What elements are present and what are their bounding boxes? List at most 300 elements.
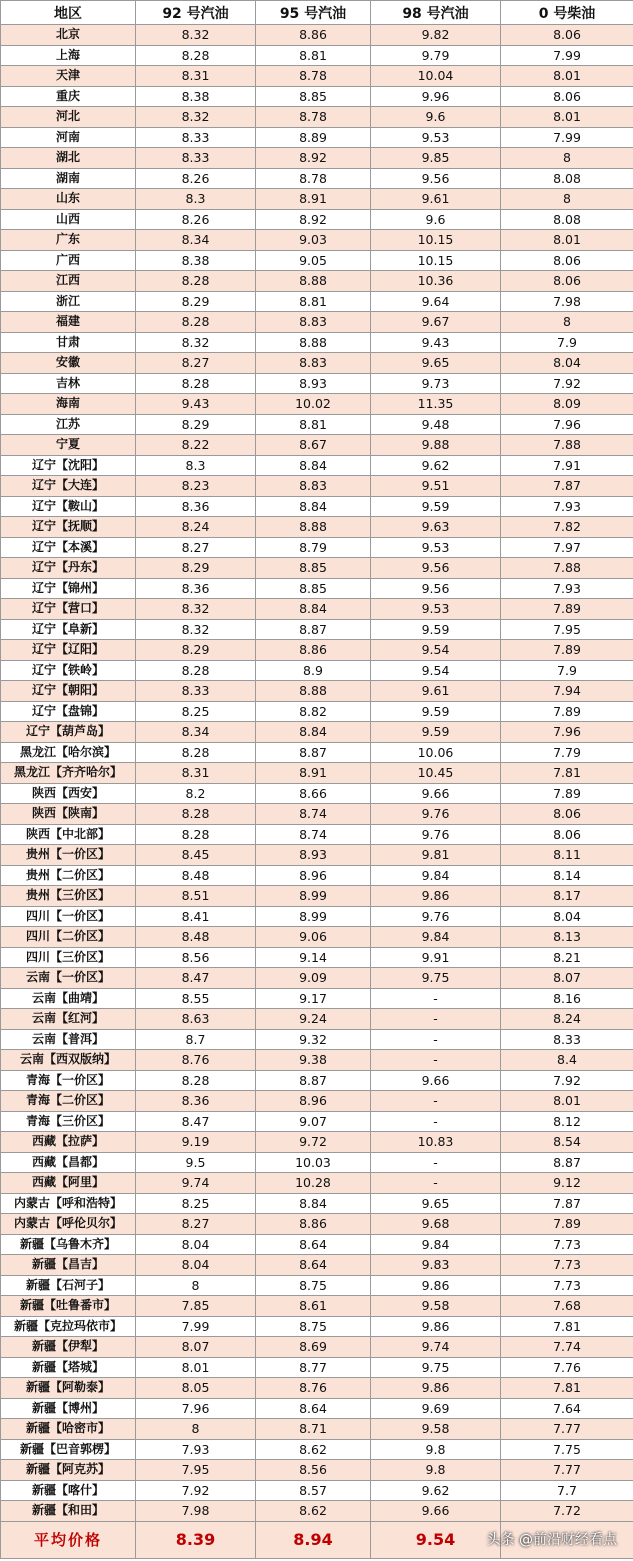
cell-98: 9.62 xyxy=(371,1480,501,1501)
cell-92: 8.32 xyxy=(136,25,256,46)
cell-92: 8.38 xyxy=(136,250,256,271)
cell-98: 9.79 xyxy=(371,45,501,66)
cell-98: 9.6 xyxy=(371,107,501,128)
cell-95: 9.24 xyxy=(256,1009,371,1030)
cell-92: 8.26 xyxy=(136,168,256,189)
cell-92: 8.2 xyxy=(136,783,256,804)
cell-region: 辽宁【沈阳】 xyxy=(1,455,136,476)
cell-92: 8.48 xyxy=(136,927,256,948)
cell-95: 8.77 xyxy=(256,1357,371,1378)
table-row xyxy=(1,660,633,681)
cell-0-diesel: 8.01 xyxy=(501,1091,633,1112)
cell-98: 9.84 xyxy=(371,865,501,886)
cell-95: 8.86 xyxy=(256,25,371,46)
cell-92: 8.29 xyxy=(136,558,256,579)
cell-region: 黑龙江【哈尔滨】 xyxy=(1,742,136,763)
cell-92: 8.31 xyxy=(136,763,256,784)
cell-0-diesel: 7.88 xyxy=(501,435,633,456)
table-row xyxy=(1,1316,633,1337)
cell-98: 9.85 xyxy=(371,148,501,169)
cell-92: 8.34 xyxy=(136,230,256,251)
cell-95: 8.85 xyxy=(256,558,371,579)
cell-95: 8.83 xyxy=(256,353,371,374)
cell-95: 8.78 xyxy=(256,168,371,189)
cell-98: 9.73 xyxy=(371,373,501,394)
cell-95: 8.82 xyxy=(256,701,371,722)
cell-92: 8.56 xyxy=(136,947,256,968)
cell-region: 云南【西双版纳】 xyxy=(1,1050,136,1071)
cell-region: 福建 xyxy=(1,312,136,333)
cell-95: 8.85 xyxy=(256,86,371,107)
table-row xyxy=(1,1111,633,1132)
table-row xyxy=(1,865,633,886)
cell-92: 8.33 xyxy=(136,681,256,702)
average-label: 平均价格 xyxy=(1,1521,136,1558)
cell-95: 9.09 xyxy=(256,968,371,989)
cell-98: 9.75 xyxy=(371,1357,501,1378)
cell-0-diesel: 8.06 xyxy=(501,250,633,271)
cell-95: 8.93 xyxy=(256,373,371,394)
cell-95: 10.02 xyxy=(256,394,371,415)
cell-98: 9.86 xyxy=(371,886,501,907)
cell-region: 新疆【博州】 xyxy=(1,1398,136,1419)
cell-98: 9.86 xyxy=(371,1316,501,1337)
header-98-gasoline: 98 号汽油 xyxy=(371,1,501,25)
cell-92: 8.32 xyxy=(136,619,256,640)
cell-region: 新疆【伊犁】 xyxy=(1,1337,136,1358)
cell-region: 陕西【陕南】 xyxy=(1,804,136,825)
cell-0-diesel: 8.16 xyxy=(501,988,633,1009)
cell-0-diesel: 8.33 xyxy=(501,1029,633,1050)
cell-region: 四川【二价区】 xyxy=(1,927,136,948)
cell-region: 内蒙古【呼和浩特】 xyxy=(1,1193,136,1214)
cell-95: 9.14 xyxy=(256,947,371,968)
cell-0-diesel: 8.13 xyxy=(501,927,633,948)
cell-92: 8.04 xyxy=(136,1255,256,1276)
cell-95: 8.84 xyxy=(256,496,371,517)
cell-92: 8.45 xyxy=(136,845,256,866)
cell-95: 8.88 xyxy=(256,332,371,353)
table-row xyxy=(1,619,633,640)
header-0-diesel: 0 号柴油 xyxy=(501,1,633,25)
cell-98: 9.65 xyxy=(371,353,501,374)
cell-region: 湖北 xyxy=(1,148,136,169)
cell-0-diesel: 7.72 xyxy=(501,1501,633,1522)
cell-98: 9.86 xyxy=(371,1378,501,1399)
cell-98: 9.6 xyxy=(371,209,501,230)
cell-92: 8.76 xyxy=(136,1050,256,1071)
cell-region: 河北 xyxy=(1,107,136,128)
cell-98: 9.56 xyxy=(371,558,501,579)
cell-92: 8.55 xyxy=(136,988,256,1009)
cell-98: 9.53 xyxy=(371,599,501,620)
cell-98: - xyxy=(371,1050,501,1071)
cell-0-diesel: 8.06 xyxy=(501,824,633,845)
cell-95: 8.81 xyxy=(256,45,371,66)
cell-95: 10.03 xyxy=(256,1152,371,1173)
cell-region: 辽宁【本溪】 xyxy=(1,537,136,558)
cell-0-diesel: 8 xyxy=(501,148,633,169)
cell-95: 8.84 xyxy=(256,722,371,743)
cell-98: 11.35 xyxy=(371,394,501,415)
cell-region: 广西 xyxy=(1,250,136,271)
cell-region: 陕西【中北部】 xyxy=(1,824,136,845)
cell-92: 8.28 xyxy=(136,373,256,394)
cell-98: 9.76 xyxy=(371,804,501,825)
cell-region: 新疆【石河子】 xyxy=(1,1275,136,1296)
table-row xyxy=(1,742,633,763)
cell-92: 7.92 xyxy=(136,1480,256,1501)
cell-region: 安徽 xyxy=(1,353,136,374)
table-row xyxy=(1,1152,633,1173)
table-row xyxy=(1,373,633,394)
cell-98: 9.75 xyxy=(371,968,501,989)
cell-95: 8.64 xyxy=(256,1255,371,1276)
cell-region: 宁夏 xyxy=(1,435,136,456)
cell-92: 9.43 xyxy=(136,394,256,415)
cell-0-diesel: 7.99 xyxy=(501,45,633,66)
cell-95: 8.75 xyxy=(256,1316,371,1337)
cell-0-diesel: 8.54 xyxy=(501,1132,633,1153)
cell-98: 9.83 xyxy=(371,1255,501,1276)
cell-0-diesel: 7.89 xyxy=(501,599,633,620)
cell-98: 9.56 xyxy=(371,578,501,599)
cell-98: 9.59 xyxy=(371,722,501,743)
table-row xyxy=(1,1501,633,1522)
cell-0-diesel: 8.04 xyxy=(501,906,633,927)
cell-98: 10.04 xyxy=(371,66,501,87)
table-row xyxy=(1,947,633,968)
cell-98: 9.65 xyxy=(371,1193,501,1214)
cell-95: 8.9 xyxy=(256,660,371,681)
cell-region: 湖南 xyxy=(1,168,136,189)
cell-98: 9.62 xyxy=(371,455,501,476)
cell-92: 8.29 xyxy=(136,291,256,312)
cell-98: 9.58 xyxy=(371,1296,501,1317)
table-row xyxy=(1,189,633,210)
cell-region: 青海【二价区】 xyxy=(1,1091,136,1112)
cell-92: 8.25 xyxy=(136,701,256,722)
cell-region: 天津 xyxy=(1,66,136,87)
table-row xyxy=(1,168,633,189)
cell-0-diesel: 8.14 xyxy=(501,865,633,886)
cell-0-diesel: 8.06 xyxy=(501,86,633,107)
cell-95: 8.88 xyxy=(256,681,371,702)
header-region: 地区 xyxy=(1,1,136,25)
cell-98: 10.45 xyxy=(371,763,501,784)
table-row xyxy=(1,804,633,825)
cell-92: 9.74 xyxy=(136,1173,256,1194)
cell-region: 北京 xyxy=(1,25,136,46)
cell-region: 江苏 xyxy=(1,414,136,435)
cell-98: - xyxy=(371,988,501,1009)
table-row xyxy=(1,271,633,292)
cell-92: 8.01 xyxy=(136,1357,256,1378)
cell-95: 8.74 xyxy=(256,824,371,845)
cell-0-diesel: 7.76 xyxy=(501,1357,633,1378)
table-row xyxy=(1,537,633,558)
table-row xyxy=(1,1337,633,1358)
cell-92: 8.28 xyxy=(136,45,256,66)
cell-95: 8.76 xyxy=(256,1378,371,1399)
cell-98: 9.61 xyxy=(371,681,501,702)
cell-0-diesel: 8.11 xyxy=(501,845,633,866)
table-row xyxy=(1,414,633,435)
cell-98: 9.82 xyxy=(371,25,501,46)
cell-0-diesel: 7.82 xyxy=(501,517,633,538)
cell-98: 9.63 xyxy=(371,517,501,538)
cell-98: 9.59 xyxy=(371,701,501,722)
cell-0-diesel: 8.07 xyxy=(501,968,633,989)
cell-92: 8.22 xyxy=(136,435,256,456)
cell-0-diesel: 8.12 xyxy=(501,1111,633,1132)
cell-92: 8.34 xyxy=(136,722,256,743)
cell-95: 8.91 xyxy=(256,763,371,784)
cell-98: 9.91 xyxy=(371,947,501,968)
table-row xyxy=(1,681,633,702)
table-row xyxy=(1,1050,633,1071)
cell-0-diesel: 8.4 xyxy=(501,1050,633,1071)
table-row xyxy=(1,1193,633,1214)
cell-0-diesel: 7.81 xyxy=(501,1378,633,1399)
cell-0-diesel: 7.77 xyxy=(501,1460,633,1481)
cell-92: 8.07 xyxy=(136,1337,256,1358)
cell-region: 辽宁【朝阳】 xyxy=(1,681,136,702)
table-row xyxy=(1,312,633,333)
cell-region: 内蒙古【呼伦贝尔】 xyxy=(1,1214,136,1235)
cell-95: 8.66 xyxy=(256,783,371,804)
table-row xyxy=(1,1275,633,1296)
cell-region: 上海 xyxy=(1,45,136,66)
cell-region: 浙江 xyxy=(1,291,136,312)
cell-0-diesel: 7.89 xyxy=(501,1214,633,1235)
cell-95: 9.17 xyxy=(256,988,371,1009)
cell-0-diesel: 8.24 xyxy=(501,1009,633,1030)
cell-92: 8.32 xyxy=(136,332,256,353)
cell-region: 辽宁【大连】 xyxy=(1,476,136,497)
cell-98: - xyxy=(371,1111,501,1132)
cell-92: 8 xyxy=(136,1275,256,1296)
cell-region: 西藏【阿里】 xyxy=(1,1173,136,1194)
cell-98: 9.88 xyxy=(371,435,501,456)
cell-92: 8.25 xyxy=(136,1193,256,1214)
cell-98: 9.64 xyxy=(371,291,501,312)
cell-0-diesel: 7.68 xyxy=(501,1296,633,1317)
table-row xyxy=(1,496,633,517)
cell-95: 8.93 xyxy=(256,845,371,866)
cell-95: 9.72 xyxy=(256,1132,371,1153)
cell-0-diesel: 7.9 xyxy=(501,660,633,681)
cell-95: 10.28 xyxy=(256,1173,371,1194)
table-row xyxy=(1,1173,633,1194)
cell-region: 江西 xyxy=(1,271,136,292)
table-row xyxy=(1,1255,633,1276)
cell-95: 8.79 xyxy=(256,537,371,558)
table-row xyxy=(1,1091,633,1112)
header-92-gasoline: 92 号汽油 xyxy=(136,1,256,25)
cell-98: 9.76 xyxy=(371,824,501,845)
table-row xyxy=(1,332,633,353)
table-row xyxy=(1,66,633,87)
cell-95: 8.91 xyxy=(256,189,371,210)
cell-92: 8.23 xyxy=(136,476,256,497)
cell-region: 河南 xyxy=(1,127,136,148)
cell-92: 8.28 xyxy=(136,742,256,763)
cell-95: 8.85 xyxy=(256,578,371,599)
cell-0-diesel: 9.12 xyxy=(501,1173,633,1194)
cell-95: 8.61 xyxy=(256,1296,371,1317)
cell-0-diesel: 7.94 xyxy=(501,681,633,702)
cell-region: 贵州【二价区】 xyxy=(1,865,136,886)
cell-95: 8.64 xyxy=(256,1398,371,1419)
table-row xyxy=(1,86,633,107)
cell-98: 9.8 xyxy=(371,1460,501,1481)
cell-98: - xyxy=(371,1009,501,1030)
cell-region: 新疆【阿勒泰】 xyxy=(1,1378,136,1399)
cell-0-diesel: 7.91 xyxy=(501,455,633,476)
cell-98: 9.81 xyxy=(371,845,501,866)
table-row xyxy=(1,1296,633,1317)
cell-95: 8.56 xyxy=(256,1460,371,1481)
table-row xyxy=(1,455,633,476)
cell-region: 辽宁【葫芦岛】 xyxy=(1,722,136,743)
cell-0-diesel: 7.87 xyxy=(501,1193,633,1214)
cell-92: 8.27 xyxy=(136,1214,256,1235)
cell-95: 8.99 xyxy=(256,906,371,927)
table-row xyxy=(1,45,633,66)
cell-98: 10.15 xyxy=(371,250,501,271)
cell-92: 8.47 xyxy=(136,1111,256,1132)
cell-region: 重庆 xyxy=(1,86,136,107)
table-row xyxy=(1,127,633,148)
cell-0-diesel: 8.08 xyxy=(501,168,633,189)
cell-0-diesel: 7.96 xyxy=(501,414,633,435)
cell-98: 9.53 xyxy=(371,127,501,148)
cell-98: 10.06 xyxy=(371,742,501,763)
cell-region: 云南【一价区】 xyxy=(1,968,136,989)
table-row xyxy=(1,230,633,251)
average-98: 9.54 xyxy=(371,1521,501,1558)
cell-region: 辽宁【抚顺】 xyxy=(1,517,136,538)
table-row xyxy=(1,824,633,845)
cell-98: 9.53 xyxy=(371,537,501,558)
cell-0-diesel: 7.79 xyxy=(501,742,633,763)
cell-92: 8.38 xyxy=(136,86,256,107)
cell-0-diesel: 7.89 xyxy=(501,783,633,804)
cell-region: 辽宁【铁岭】 xyxy=(1,660,136,681)
cell-0-diesel: 8.17 xyxy=(501,886,633,907)
header-row xyxy=(1,1,633,25)
cell-98: 9.43 xyxy=(371,332,501,353)
cell-0-diesel: 7.96 xyxy=(501,722,633,743)
table-row xyxy=(1,394,633,415)
cell-95: 8.92 xyxy=(256,209,371,230)
table-row xyxy=(1,250,633,271)
cell-98: 9.61 xyxy=(371,189,501,210)
cell-92: 8.28 xyxy=(136,824,256,845)
table-row xyxy=(1,640,633,661)
cell-92: 8.33 xyxy=(136,127,256,148)
cell-98: 9.51 xyxy=(371,476,501,497)
cell-95: 8.64 xyxy=(256,1234,371,1255)
cell-92: 8.28 xyxy=(136,271,256,292)
cell-92: 8.7 xyxy=(136,1029,256,1050)
cell-region: 新疆【塔城】 xyxy=(1,1357,136,1378)
table-row xyxy=(1,1357,633,1378)
cell-92: 8.32 xyxy=(136,599,256,620)
cell-95: 9.32 xyxy=(256,1029,371,1050)
cell-0-diesel: 7.73 xyxy=(501,1255,633,1276)
cell-0-diesel: 7.7 xyxy=(501,1480,633,1501)
cell-0-diesel: 7.73 xyxy=(501,1234,633,1255)
cell-95: 8.87 xyxy=(256,1070,371,1091)
cell-92: 7.98 xyxy=(136,1501,256,1522)
cell-region: 四川【三价区】 xyxy=(1,947,136,968)
table-row xyxy=(1,845,633,866)
cell-98: 9.76 xyxy=(371,906,501,927)
cell-95: 8.83 xyxy=(256,312,371,333)
cell-92: 9.5 xyxy=(136,1152,256,1173)
cell-98: 10.15 xyxy=(371,230,501,251)
cell-98: - xyxy=(371,1029,501,1050)
cell-region: 新疆【喀什】 xyxy=(1,1480,136,1501)
cell-0-diesel: 7.77 xyxy=(501,1419,633,1440)
cell-92: 8.32 xyxy=(136,107,256,128)
cell-region: 云南【普洱】 xyxy=(1,1029,136,1050)
table-row xyxy=(1,1419,633,1440)
cell-region: 新疆【和田】 xyxy=(1,1501,136,1522)
cell-92: 8.33 xyxy=(136,148,256,169)
table-row xyxy=(1,1480,633,1501)
cell-95: 8.78 xyxy=(256,107,371,128)
cell-92: 8.31 xyxy=(136,66,256,87)
cell-92: 8.36 xyxy=(136,496,256,517)
cell-98: 9.67 xyxy=(371,312,501,333)
cell-95: 8.89 xyxy=(256,127,371,148)
cell-92: 7.99 xyxy=(136,1316,256,1337)
cell-region: 云南【红河】 xyxy=(1,1009,136,1030)
cell-92: 8.36 xyxy=(136,1091,256,1112)
table-row xyxy=(1,1132,633,1153)
cell-98: 9.66 xyxy=(371,1501,501,1522)
cell-98: 9.74 xyxy=(371,1337,501,1358)
cell-95: 8.88 xyxy=(256,517,371,538)
cell-region: 山东 xyxy=(1,189,136,210)
cell-98: 9.54 xyxy=(371,640,501,661)
cell-region: 云南【曲靖】 xyxy=(1,988,136,1009)
cell-98: 9.84 xyxy=(371,1234,501,1255)
table-row xyxy=(1,435,633,456)
table-row xyxy=(1,1460,633,1481)
table-row xyxy=(1,783,633,804)
cell-98: 9.54 xyxy=(371,660,501,681)
table-row xyxy=(1,1029,633,1050)
cell-0-diesel: 7.92 xyxy=(501,1070,633,1091)
cell-92: 8.28 xyxy=(136,660,256,681)
table-row xyxy=(1,107,633,128)
cell-0-diesel: 8.87 xyxy=(501,1152,633,1173)
cell-98: - xyxy=(371,1152,501,1173)
cell-region: 辽宁【盘锦】 xyxy=(1,701,136,722)
cell-region: 新疆【乌鲁木齐】 xyxy=(1,1234,136,1255)
cell-0-diesel: 7.87 xyxy=(501,476,633,497)
cell-92: 8.28 xyxy=(136,1070,256,1091)
cell-region: 贵州【三价区】 xyxy=(1,886,136,907)
cell-0-diesel: 7.81 xyxy=(501,1316,633,1337)
cell-98: 9.8 xyxy=(371,1439,501,1460)
table-row xyxy=(1,927,633,948)
cell-0-diesel: 8 xyxy=(501,312,633,333)
